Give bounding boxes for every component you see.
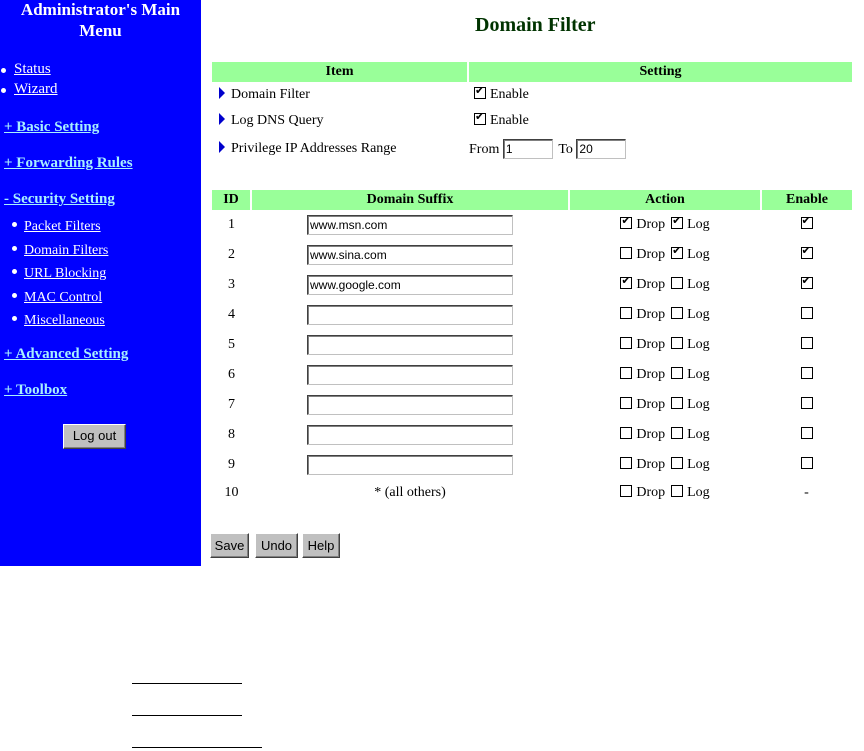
drop-checkbox[interactable] xyxy=(620,397,632,409)
log-label: Log xyxy=(687,307,710,322)
sidebar-item-url-blocking xyxy=(0,262,108,286)
top-links xyxy=(0,59,201,99)
domain-suffix-cell xyxy=(251,210,569,240)
action-cell xyxy=(569,420,761,450)
table-row xyxy=(212,390,852,420)
enable-cell xyxy=(761,270,852,300)
action-cell xyxy=(569,240,761,270)
enable-cell xyxy=(761,450,852,480)
domain-suffix-cell xyxy=(251,240,569,270)
row-id: 5 xyxy=(228,337,235,352)
divider-line xyxy=(132,747,262,748)
log-checkbox[interactable] xyxy=(671,307,683,319)
domain-suffix-cell xyxy=(251,300,569,330)
action-cell xyxy=(569,270,761,300)
domain-filter-row-label xyxy=(212,82,468,108)
domain-suffix-input[interactable] xyxy=(307,365,513,385)
log-label: Log xyxy=(687,247,710,262)
undo-button[interactable]: Undo xyxy=(255,533,298,558)
log-label: Log xyxy=(687,485,710,500)
row-id: 4 xyxy=(228,307,235,322)
domain-suffix-input[interactable] xyxy=(307,275,513,295)
header-enable: Enable xyxy=(761,190,852,210)
miscellaneous-link[interactable]: Miscellaneous xyxy=(24,313,105,328)
action-cell xyxy=(569,300,761,330)
enable-cell xyxy=(761,360,852,390)
basic-setting-link[interactable]: + Basic Setting xyxy=(4,119,100,135)
arrow-icon xyxy=(219,141,225,153)
from-ip-input[interactable] xyxy=(503,139,553,159)
page-title: Domain Filter xyxy=(475,14,596,36)
header-item: Item xyxy=(212,62,468,82)
enable-checkbox[interactable] xyxy=(801,337,813,349)
table-row xyxy=(212,300,852,330)
log-label: Log xyxy=(687,427,710,442)
enable-checkbox[interactable] xyxy=(801,247,813,259)
drop-label: Drop xyxy=(636,307,666,322)
log-dns-setting xyxy=(468,108,852,134)
row-id: 8 xyxy=(228,427,235,442)
drop-label: Drop xyxy=(636,485,666,500)
row-id: 9 xyxy=(228,457,235,472)
action-cell xyxy=(569,450,761,480)
enable-cell xyxy=(761,420,852,450)
row-id: 10 xyxy=(224,485,239,500)
drop-checkbox[interactable] xyxy=(620,277,632,289)
row-id: 1 xyxy=(228,217,235,232)
to-label: To xyxy=(558,142,573,157)
drop-checkbox[interactable] xyxy=(620,427,632,439)
enable-checkbox[interactable] xyxy=(801,427,813,439)
menu-title: Administrator's Main Menu xyxy=(20,0,181,40)
enable-cell xyxy=(761,240,852,270)
domain-suffix-cell xyxy=(251,270,569,300)
domain-filter-label: Domain Filter xyxy=(231,87,310,102)
action-cell xyxy=(569,390,761,420)
advanced-setting-link[interactable]: + Advanced Setting xyxy=(4,346,129,362)
divider-line xyxy=(132,683,242,684)
log-checkbox[interactable] xyxy=(671,367,683,379)
drop-label: Drop xyxy=(636,217,666,232)
header-action: Action xyxy=(569,190,761,210)
table-row xyxy=(212,360,852,390)
security-setting-link[interactable]: - Security Setting xyxy=(4,191,115,207)
domain-suffix-cell xyxy=(251,420,569,450)
log-checkbox[interactable] xyxy=(671,337,683,349)
mac-control-link[interactable]: MAC Control xyxy=(24,289,103,305)
from-label: From xyxy=(469,142,500,157)
drop-checkbox[interactable] xyxy=(620,337,632,349)
enable-checkbox[interactable] xyxy=(801,397,813,409)
domain-filter-enable-label: Enable xyxy=(490,87,529,102)
domain-suffix-cell xyxy=(251,390,569,420)
enable-cell xyxy=(761,330,852,360)
drop-label: Drop xyxy=(636,337,666,352)
domain-suffix-input[interactable] xyxy=(307,335,513,355)
log-checkbox[interactable] xyxy=(671,247,683,259)
table-row xyxy=(212,330,852,360)
domain-filters-link[interactable]: Domain Filters xyxy=(24,242,109,258)
action-cell xyxy=(569,480,761,506)
log-label: Log xyxy=(687,337,710,352)
log-label: Log xyxy=(687,217,710,232)
status-link[interactable]: Status xyxy=(14,61,51,77)
url-blocking-link[interactable]: URL Blocking xyxy=(24,266,107,281)
log-checkbox[interactable] xyxy=(671,485,683,497)
filter-rows xyxy=(212,210,852,506)
drop-checkbox[interactable] xyxy=(620,307,632,319)
sidebar-item-miscellaneous xyxy=(0,309,108,333)
enable-none: - xyxy=(804,485,809,500)
sidebar-item-packet-filters xyxy=(0,215,108,239)
action-cell xyxy=(569,210,761,240)
row-id: 7 xyxy=(228,397,235,412)
table-row xyxy=(212,480,852,506)
drop-label: Drop xyxy=(636,367,666,382)
domain-suffix-input[interactable] xyxy=(307,425,513,445)
log-checkbox[interactable] xyxy=(671,427,683,439)
log-dns-enable-checkbox[interactable] xyxy=(474,113,486,125)
table-row xyxy=(212,420,852,450)
domain-suffix-input[interactable] xyxy=(307,215,513,235)
domain-suffix-all-others: * (all others) xyxy=(374,485,446,500)
domain-suffix-cell xyxy=(251,360,569,390)
table-row xyxy=(212,450,852,480)
wizard-link[interactable]: Wizard xyxy=(14,81,58,97)
drop-checkbox[interactable] xyxy=(620,367,632,379)
privilege-row-label xyxy=(212,134,468,164)
enable-checkbox[interactable] xyxy=(801,217,813,229)
log-label: Log xyxy=(687,367,710,382)
log-checkbox[interactable] xyxy=(671,217,683,229)
drop-checkbox[interactable] xyxy=(620,247,632,259)
drop-label: Drop xyxy=(636,427,666,442)
sidebar-item-wizard xyxy=(0,79,201,99)
drop-checkbox[interactable] xyxy=(620,457,632,469)
drop-label: Drop xyxy=(636,397,666,412)
divider-line xyxy=(132,715,242,716)
domain-filter-table xyxy=(212,190,852,506)
to-ip-input[interactable] xyxy=(576,139,626,159)
log-label: Log xyxy=(687,457,710,472)
domain-filter-setting xyxy=(468,82,852,108)
sidebar xyxy=(0,0,201,566)
log-dns-row-label xyxy=(212,108,468,134)
domain-suffix-input[interactable] xyxy=(307,305,513,325)
toolbox-link[interactable]: + Toolbox xyxy=(4,382,68,398)
main-content xyxy=(201,0,864,566)
header-domain-suffix: Domain Suffix xyxy=(251,190,569,210)
log-dns-enable-label: Enable xyxy=(490,113,529,128)
header-setting: Setting xyxy=(468,62,852,82)
header-id: ID xyxy=(212,190,251,210)
enable-cell xyxy=(761,300,852,330)
drop-label: Drop xyxy=(636,457,666,472)
drop-label: Drop xyxy=(636,247,666,262)
drop-checkbox[interactable] xyxy=(620,485,632,497)
enable-checkbox[interactable] xyxy=(801,277,813,289)
domain-suffix-input[interactable] xyxy=(307,395,513,415)
domain-suffix-cell xyxy=(251,330,569,360)
domain-suffix-input[interactable] xyxy=(307,455,513,475)
log-checkbox[interactable] xyxy=(671,457,683,469)
arrow-icon xyxy=(219,87,225,99)
log-dns-label: Log DNS Query xyxy=(231,113,324,128)
action-cell xyxy=(569,360,761,390)
domain-filter-enable-checkbox[interactable] xyxy=(474,87,486,99)
row-id: 2 xyxy=(228,247,235,262)
table-row xyxy=(212,270,852,300)
enable-cell xyxy=(761,390,852,420)
logout-button[interactable]: Log out xyxy=(63,424,126,449)
sidebar-item-status xyxy=(0,59,201,79)
action-cell xyxy=(569,330,761,360)
enable-checkbox[interactable] xyxy=(801,457,813,469)
drop-label: Drop xyxy=(636,277,666,292)
table-row xyxy=(212,210,852,240)
log-label: Log xyxy=(687,277,710,292)
privilege-label: Privilege IP Addresses Range xyxy=(231,141,397,156)
log-checkbox[interactable] xyxy=(671,397,683,409)
enable-checkbox[interactable] xyxy=(801,307,813,319)
help-button[interactable]: Help xyxy=(302,533,340,558)
domain-suffix-input[interactable] xyxy=(307,245,513,265)
security-submenu xyxy=(0,215,108,333)
sidebar-item-mac-control xyxy=(0,286,108,310)
save-button[interactable]: Save xyxy=(210,533,249,558)
domain-suffix-cell xyxy=(251,450,569,480)
table-row xyxy=(212,240,852,270)
log-checkbox[interactable] xyxy=(671,277,683,289)
row-id: 3 xyxy=(228,277,235,292)
settings-table xyxy=(212,62,852,164)
enable-cell xyxy=(761,210,852,240)
arrow-icon xyxy=(219,113,225,125)
privilege-setting xyxy=(468,134,852,164)
row-id: 6 xyxy=(228,367,235,382)
sidebar-item-domain-filters xyxy=(0,239,108,263)
log-label: Log xyxy=(687,397,710,412)
enable-checkbox[interactable] xyxy=(801,367,813,379)
drop-checkbox[interactable] xyxy=(620,217,632,229)
forwarding-rules-link[interactable]: + Forwarding Rules xyxy=(4,155,133,171)
packet-filters-link[interactable]: Packet Filters xyxy=(24,219,101,234)
